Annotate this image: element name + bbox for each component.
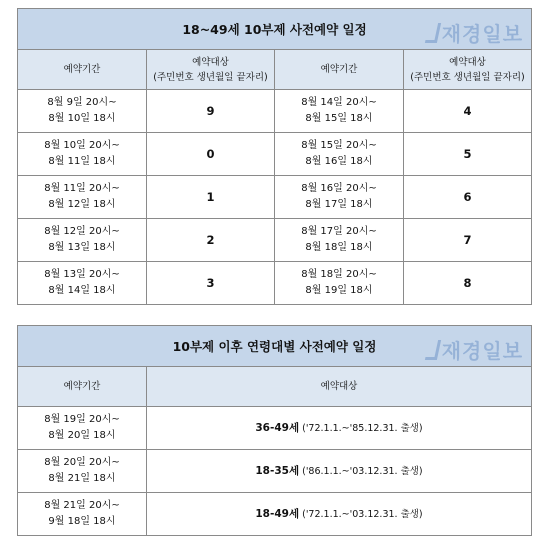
target-cell — [147, 407, 532, 450]
table-row — [18, 493, 532, 536]
period-cell — [18, 133, 147, 176]
header-period-right: 예약기간 — [275, 50, 404, 90]
table1-title — [18, 9, 532, 50]
period-cell — [18, 176, 147, 219]
period-line: 8월 13일 18시 — [48, 242, 116, 253]
period-line: 8월 19일 18시 — [305, 285, 373, 296]
period-line: 8월 9일 20시~ — [47, 97, 117, 108]
period-line: 8월 20일 18시 — [48, 430, 116, 441]
birth-digit-cell: 2 — [147, 219, 275, 262]
header-target-left — [147, 50, 275, 90]
period-line: 8월 21일 20시~ — [44, 500, 120, 511]
birth-digit-cell: 5 — [404, 133, 532, 176]
table-row — [18, 407, 532, 450]
table-row — [18, 90, 532, 133]
period-line: 8월 12일 20시~ — [44, 226, 120, 237]
period-cell — [275, 133, 404, 176]
period-line: 8월 15일 18시 — [305, 113, 373, 124]
table2-title — [18, 326, 532, 367]
period-line: 8월 16일 20시~ — [301, 183, 377, 194]
watermark-text: 재경일보 — [441, 339, 524, 363]
birth-date-range: ('86.1.1.~'03.12.31. 출생) — [299, 465, 423, 477]
period-line: 8월 21일 18시 — [48, 473, 116, 484]
watermark-logo — [427, 335, 523, 364]
birth-digit-cell: 0 — [147, 133, 275, 176]
period-cell — [18, 262, 147, 305]
header-target-line2: (주민번호 생년월일 끝자리) — [410, 71, 525, 83]
birth-digit-cell: 4 — [404, 90, 532, 133]
birth-digit-cell: 3 — [147, 262, 275, 305]
period-line: 8월 14일 18시 — [48, 285, 116, 296]
period-line: 8월 18일 20시~ — [301, 269, 377, 280]
period-cell — [275, 219, 404, 262]
period-line: 8월 16일 18시 — [305, 156, 373, 167]
period-line: 8월 11일 20시~ — [44, 183, 120, 194]
target-cell — [147, 450, 532, 493]
age-group-schedule-table — [17, 325, 532, 536]
birth-digit-cell: 8 — [404, 262, 532, 305]
period-cell — [18, 407, 147, 450]
period-cell — [18, 450, 147, 493]
birth-digit-cell: 9 — [147, 90, 275, 133]
header-target-line1: 예약대상 — [192, 56, 229, 68]
table-row — [18, 176, 532, 219]
period-cell — [18, 90, 147, 133]
period-line: 8월 15일 20시~ — [301, 140, 377, 151]
header-target-line2: (주민번호 생년월일 끝자리) — [153, 71, 268, 83]
table-row — [18, 262, 532, 305]
period-line: 9월 18일 18시 — [48, 516, 116, 527]
period-cell — [275, 262, 404, 305]
period-cell — [275, 90, 404, 133]
age-range: 36-49세 — [255, 421, 300, 434]
table1-title-text: 18~49세 10부제 사전예약 일정 — [182, 22, 367, 37]
period-line: 8월 11일 18시 — [48, 156, 116, 167]
period-line: 8월 14일 20시~ — [301, 97, 377, 108]
table-row — [18, 450, 532, 493]
birth-digit-cell: 7 — [404, 219, 532, 262]
header-target: 예약대상 — [147, 367, 532, 407]
header-target-right — [404, 50, 532, 90]
age-range: 18-49세 — [255, 507, 300, 520]
period-line: 8월 13일 20시~ — [44, 269, 120, 280]
watermark-text: 재경일보 — [441, 22, 524, 46]
period-line: 8월 12일 18시 — [48, 199, 116, 210]
table-row — [18, 219, 532, 262]
birth-date-range: ('72.1.1.~'85.12.31. 출생) — [299, 422, 423, 434]
period-cell — [18, 219, 147, 262]
table-row — [18, 133, 532, 176]
header-target-line1: 예약대상 — [449, 56, 486, 68]
header-period: 예약기간 — [18, 367, 147, 407]
period-line: 8월 19일 20시~ — [44, 414, 120, 425]
age-10-day-rotation-schedule-table — [17, 8, 532, 305]
birth-date-range: ('72.1.1.~'03.12.31. 출생) — [299, 508, 423, 520]
logo-mark-icon — [425, 23, 441, 43]
period-line: 8월 20일 20시~ — [44, 457, 120, 468]
period-cell — [275, 176, 404, 219]
period-line: 8월 18일 18시 — [305, 242, 373, 253]
table2-title-text: 10부제 이후 연령대별 사전예약 일정 — [172, 339, 377, 354]
birth-digit-cell: 6 — [404, 176, 532, 219]
period-line: 8월 17일 18시 — [305, 199, 373, 210]
logo-mark-icon — [425, 340, 441, 360]
target-cell — [147, 493, 532, 536]
period-line: 8월 17일 20시~ — [301, 226, 377, 237]
header-period-left: 예약기간 — [18, 50, 147, 90]
watermark-logo — [427, 18, 523, 47]
period-line: 8월 10일 20시~ — [44, 140, 120, 151]
period-line: 8월 10일 18시 — [48, 113, 116, 124]
birth-digit-cell: 1 — [147, 176, 275, 219]
age-range: 18-35세 — [255, 464, 300, 477]
period-cell — [18, 493, 147, 536]
